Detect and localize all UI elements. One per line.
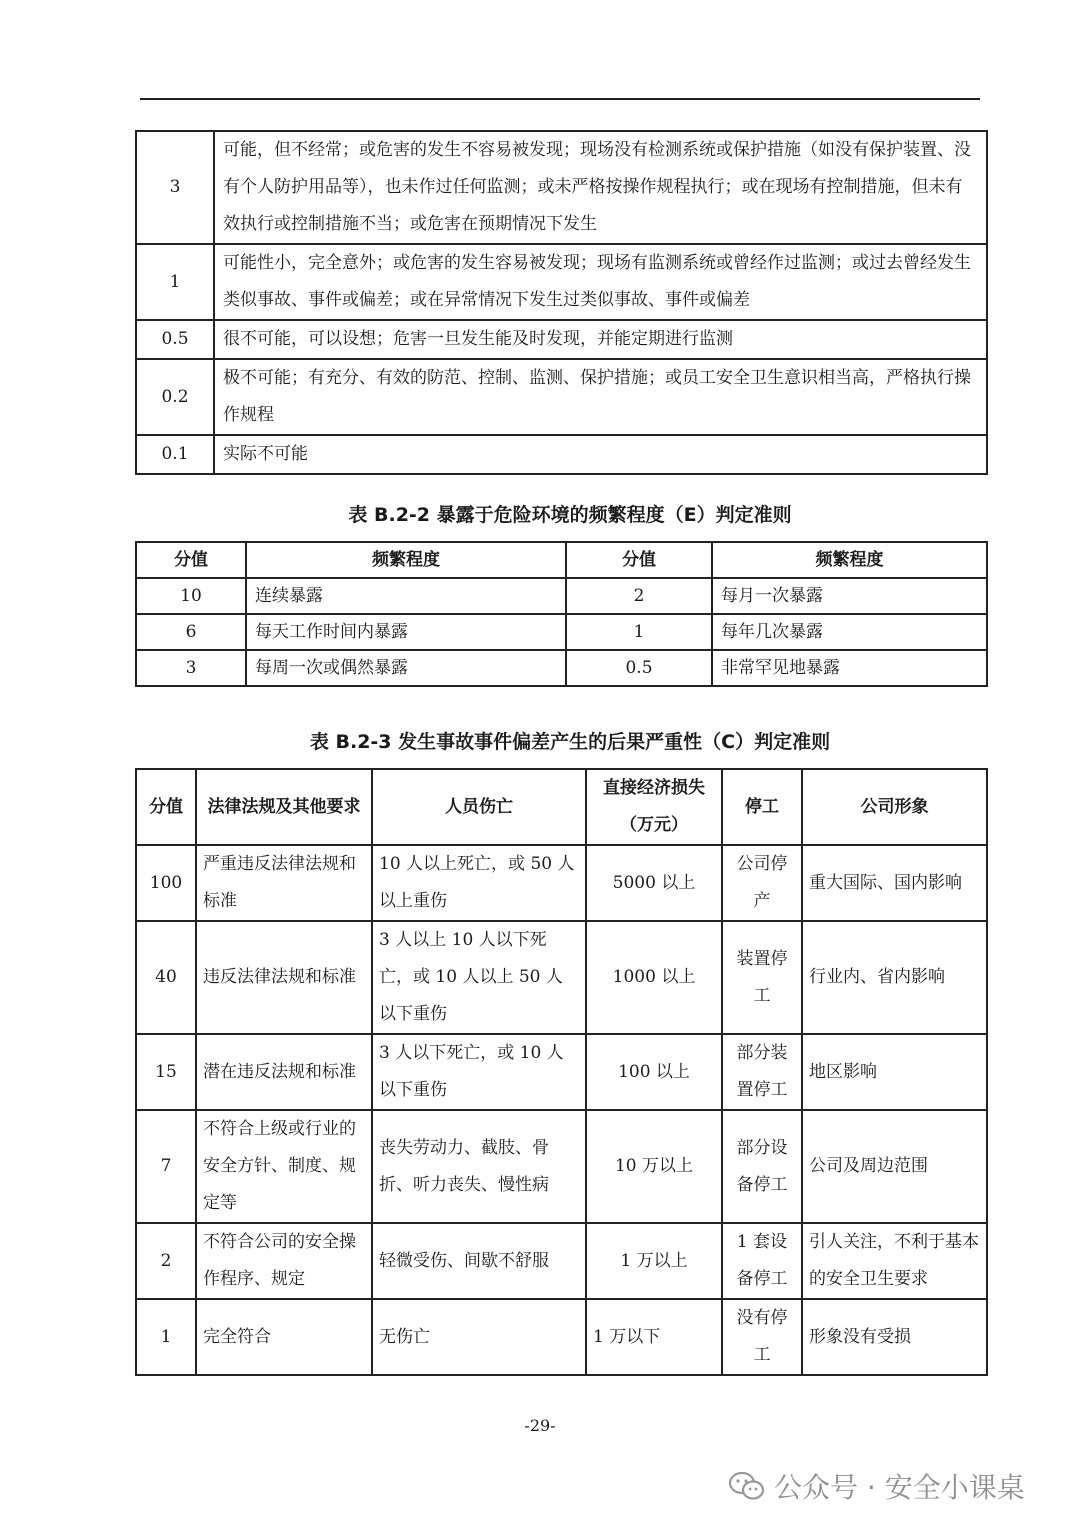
frequency-cell: 非常罕见地暴露 (712, 650, 987, 686)
image-cell: 引人关注，不利于基本的安全卫生要求 (802, 1223, 987, 1299)
casualty-cell: 丧失劳动力、截肢、骨折、听力丧失、慢性病 (372, 1110, 586, 1223)
shutdown-cell: 公司停产 (722, 845, 802, 921)
table-row (136, 921, 987, 1034)
legal-cell: 不符合上级或行业的安全方针、制度、规定等 (196, 1110, 372, 1223)
frequency-cell: 每年几次暴露 (712, 614, 987, 650)
score-cell: 1 (136, 244, 214, 320)
image-cell: 地区影响 (802, 1034, 987, 1110)
table-row (136, 1110, 987, 1223)
description-cell: 可能性小，完全意外；或危害的发生容易被发现；现场有监测系统或曾经作过监测；或过去曾经发生类似事故、事件或偏差；或在异常情况下发生过类似事故、事件或偏差 (214, 244, 987, 320)
score-cell: 0.1 (136, 435, 214, 474)
score-cell: 2 (136, 1223, 196, 1299)
header-rule (140, 98, 980, 100)
table-row (136, 244, 987, 320)
score-cell: 3 (136, 650, 246, 686)
wechat-icon (728, 1471, 766, 1501)
loss-cell: 1 万以下 (586, 1299, 722, 1375)
casualty-cell: 3 人以上 10 人以下死亡，或 10 人以上 50 人以下重伤 (372, 921, 586, 1034)
frequency-cell: 每天工作时间内暴露 (246, 614, 566, 650)
shutdown-cell: 装置停工 (722, 921, 802, 1034)
score-cell: 3 (136, 131, 214, 244)
casualty-cell: 轻微受伤、间歇不舒服 (372, 1223, 586, 1299)
score-cell: 10 (136, 578, 246, 614)
description-cell: 实际不可能 (214, 435, 987, 474)
loss-cell: 10 万以上 (586, 1110, 722, 1223)
column-header: 分值 (566, 542, 712, 578)
table-row (136, 614, 987, 650)
legal-cell: 违反法律法规和标准 (196, 921, 372, 1034)
column-header: 分值 (136, 769, 196, 845)
column-header: 频繁程度 (712, 542, 987, 578)
column-header: 分值 (136, 542, 246, 578)
frequency-cell: 每周一次或偶然暴露 (246, 650, 566, 686)
description-cell: 可能，但不经常；或危害的发生不容易被发现；现场没有检测系统或保护措施（如没有保护装置、没有个人防护用品等），也未作过任何监测；或未严格按操作规程执行；或在现场有控制措施，但未有效执行或控制措施不当；或危害在预期情况下发生 (214, 131, 987, 244)
score-cell: 0.2 (136, 359, 214, 435)
loss-cell: 5000 以上 (586, 845, 722, 921)
column-header: 人员伤亡 (372, 769, 586, 845)
score-cell: 0.5 (566, 650, 712, 686)
image-cell: 行业内、省内影响 (802, 921, 987, 1034)
score-cell: 1 (566, 614, 712, 650)
score-cell: 100 (136, 845, 196, 921)
casualty-cell: 无伤亡 (372, 1299, 586, 1375)
shutdown-cell: 部分装置停工 (722, 1034, 802, 1110)
score-cell: 1 (136, 1299, 196, 1375)
description-cell: 很不可能，可以设想；危害一旦发生能及时发现，并能定期进行监测 (214, 320, 987, 359)
table-header-row (136, 542, 987, 578)
column-header: 直接经济损失（万元） (586, 769, 722, 845)
table-row (136, 845, 987, 921)
watermark (728, 1466, 1025, 1506)
watermark-text: 公众号 · 安全小课桌 (774, 1471, 1025, 1504)
table-caption: 表 B.2-3 发生事故事件偏差产生的后果严重性（C）判定准则 (309, 731, 831, 753)
image-cell: 公司及周边范围 (802, 1110, 987, 1223)
casualty-cell: 10 人以上死亡，或 50 人以上重伤 (372, 845, 586, 921)
table-caption: 表 B.2-2 暴露于危险环境的频繁程度（E）判定准则 (348, 504, 792, 526)
score-cell: 40 (136, 921, 196, 1034)
column-header: 频繁程度 (246, 542, 566, 578)
exposure-frequency-table (135, 541, 988, 687)
table-row (136, 131, 987, 244)
table-row (136, 578, 987, 614)
consequence-severity-table (135, 768, 988, 1376)
table-row (136, 1299, 987, 1375)
table-row (136, 1034, 987, 1110)
likelihood-table (135, 130, 988, 475)
score-cell: 2 (566, 578, 712, 614)
casualty-cell: 3 人以下死亡，或 10 人以下重伤 (372, 1034, 586, 1110)
table-row (136, 320, 987, 359)
table-row (136, 1223, 987, 1299)
column-header: 停工 (722, 769, 802, 845)
shutdown-cell: 没有停工 (722, 1299, 802, 1375)
shutdown-cell: 部分设备停工 (722, 1110, 802, 1223)
loss-cell: 1 万以上 (586, 1223, 722, 1299)
frequency-cell: 连续暴露 (246, 578, 566, 614)
legal-cell: 不符合公司的安全操作程序、规定 (196, 1223, 372, 1299)
page-number: -29- (524, 1416, 556, 1435)
legal-cell: 严重违反法律法规和标准 (196, 845, 372, 921)
score-cell: 6 (136, 614, 246, 650)
legal-cell: 完全符合 (196, 1299, 372, 1375)
score-cell: 15 (136, 1034, 196, 1110)
loss-cell: 100 以上 (586, 1034, 722, 1110)
legal-cell: 潜在违反法规和标准 (196, 1034, 372, 1110)
frequency-cell: 每月一次暴露 (712, 578, 987, 614)
loss-cell: 1000 以上 (586, 921, 722, 1034)
table-row (136, 359, 987, 435)
description-cell: 极不可能；有充分、有效的防范、控制、监测、保护措施；或员工安全卫生意识相当高，严格执行操作规程 (214, 359, 987, 435)
image-cell: 形象没有受损 (802, 1299, 987, 1375)
score-cell: 0.5 (136, 320, 214, 359)
shutdown-cell: 1 套设备停工 (722, 1223, 802, 1299)
table-header-row (136, 769, 987, 845)
column-header: 法律法规及其他要求 (196, 769, 372, 845)
table-row (136, 435, 987, 474)
score-cell: 7 (136, 1110, 196, 1223)
image-cell: 重大国际、国内影响 (802, 845, 987, 921)
table-row (136, 650, 987, 686)
column-header: 公司形象 (802, 769, 987, 845)
